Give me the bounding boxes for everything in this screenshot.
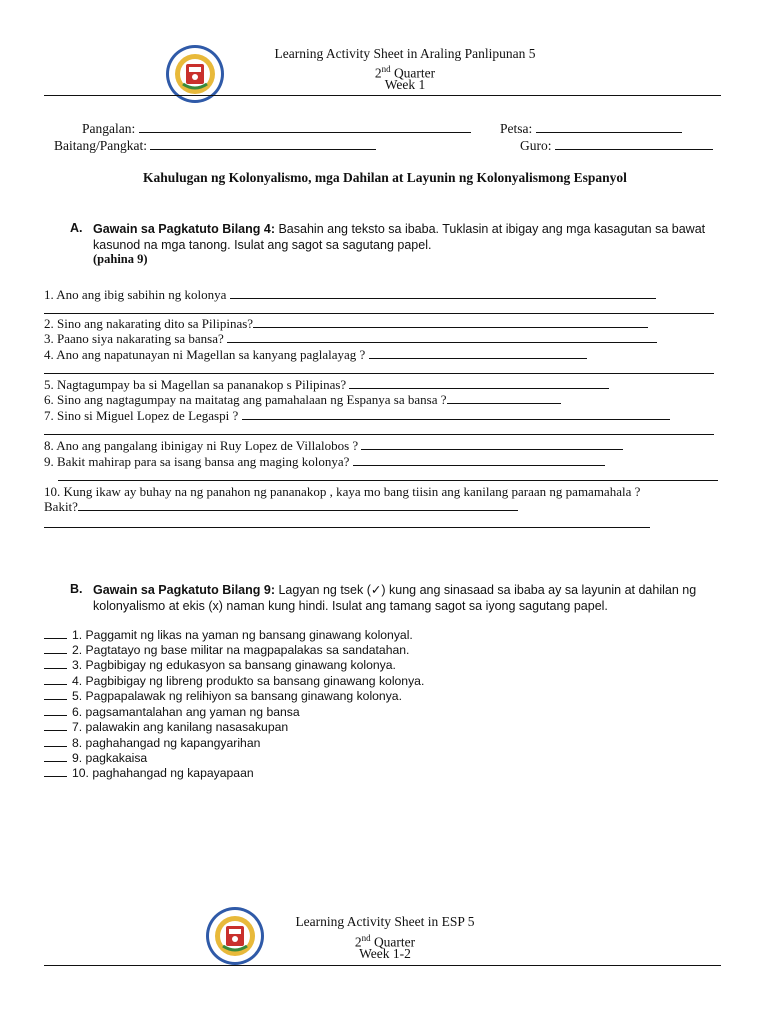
answer-blank[interactable]: [44, 705, 67, 716]
question-5: 5. Nagtagumpay ba si Magellan sa pananakop s Pilipinas?: [44, 377, 609, 392]
list-item: 1. Paggamit ng likas na yaman ng bansang ginawang kolonyal.: [44, 628, 413, 643]
answer-blank[interactable]: [230, 287, 656, 299]
answer-blank[interactable]: [44, 689, 67, 700]
answer-blank[interactable]: [78, 499, 518, 511]
header-rule: [44, 95, 721, 96]
answer-blank[interactable]: [447, 392, 561, 404]
date-label: Petsa:: [500, 121, 533, 136]
answer-blank[interactable]: [242, 408, 670, 420]
section-b-letter: B.: [70, 582, 83, 596]
answer-blank[interactable]: [361, 438, 623, 450]
document-title: Kahulugan ng Kolonyalismo, mga Dahilan at Layunin ng Kolonyalismong Espanyol: [143, 170, 627, 185]
answer-line[interactable]: [44, 527, 650, 528]
footer-rule: [44, 965, 721, 966]
list-item: 4. Pagbibigay ng libreng produkto sa bansang ginawang kolonya.: [44, 674, 424, 689]
list-item: 2. Pagtatayo ng base militar na magpapalakas sa sandatahan.: [44, 643, 409, 658]
header-week: Week 1: [384, 77, 426, 92]
list-item: 7. palawakin ang kanilang nasasakupan: [44, 720, 288, 735]
name-blank[interactable]: [139, 120, 471, 133]
answer-blank[interactable]: [44, 674, 67, 685]
question-8: 8. Ano ang pangalang ibinigay ni Ruy Lopez de Villalobos ?: [44, 438, 623, 453]
grade-label: Baitang/Pangkat:: [54, 138, 147, 153]
answer-blank[interactable]: [44, 628, 67, 639]
name-label: Pangalan:: [82, 121, 136, 136]
answer-blank[interactable]: [353, 454, 605, 466]
answer-blank[interactable]: [227, 331, 657, 343]
grade-blank[interactable]: [150, 137, 376, 150]
list-item: 5. Pagpapalawak ng relihiyon sa bansang ginawang kolonya.: [44, 689, 402, 704]
answer-blank[interactable]: [44, 658, 67, 669]
answer-line[interactable]: [58, 480, 718, 481]
date-blank[interactable]: [536, 120, 682, 133]
header-quarter: 2nd Quarter: [374, 64, 436, 81]
footer-title: Learning Activity Sheet in ESP 5: [295, 914, 475, 929]
header-title: Learning Activity Sheet in Araling Panlipunan 5: [274, 46, 536, 61]
name-field[interactable]: [82, 120, 471, 137]
question-10: 10. Kung ikaw ay buhay na ng panahon ng pananakop , kaya mo bang tiisin ang kanilang paraan ng pamamahala ?: [44, 484, 641, 499]
question-2: 2. Sino ang nakarating dito sa Pilipinas?: [44, 316, 648, 331]
teacher-field[interactable]: [520, 137, 713, 154]
question-7: 7. Sino si Miguel Lopez de Legaspi ?: [44, 408, 670, 423]
answer-blank[interactable]: [44, 751, 67, 762]
question-3: 3. Paano siya nakarating sa bansa?: [44, 331, 657, 346]
answer-blank[interactable]: [349, 377, 609, 389]
answer-blank[interactable]: [44, 736, 67, 747]
answer-line[interactable]: [44, 373, 714, 374]
section-a-instructions: Gawain sa Pagkatuto Bilang 4: Basahin ang teksto sa ibaba. Tuklasin at ibigay ang mga kasagutan sa bawat kasunod na mga tanong. Isulat ang sagot sa sagutang papel.: [93, 222, 706, 252]
question-1: 1. Ano ang ibig sabihin ng kolonya: [44, 287, 656, 302]
date-field[interactable]: [500, 120, 682, 137]
section-a-letter: A.: [70, 221, 83, 235]
answer-line[interactable]: [44, 313, 714, 314]
question-10-why: Bakit?: [44, 499, 518, 514]
list-item: 8. paghahangad ng kapangyarihan: [44, 736, 260, 751]
list-item: 3. Pagbibigay ng edukasyon sa bansang ginawang kolonya.: [44, 658, 396, 673]
question-9: 9. Bakit mahirap para sa isang bansa ang maging kolonya?: [44, 454, 605, 469]
section-b-instructions: Gawain sa Pagkatuto Bilang 9: Lagyan ng tsek (✓) kung ang sinasaad sa ibaba ay sa layunin at dahilan ng kolonyalismo at ekis (x) naman kung hindi. Isulat ang tamang sagot sa iyong sagutang papel.: [93, 583, 697, 613]
answer-blank[interactable]: [44, 643, 67, 654]
section-a-page-ref: (pahina 9): [93, 252, 148, 266]
list-item: 9. pagkakaisa: [44, 751, 147, 766]
teacher-label: Guro:: [520, 138, 552, 153]
answer-blank[interactable]: [44, 766, 67, 777]
list-item: 6. pagsamantalahan ang yaman ng bansa: [44, 705, 300, 720]
answer-blank[interactable]: [253, 316, 648, 328]
question-4: 4. Ano ang napatunayan ni Magellan sa kanyang paglalayag ?: [44, 347, 587, 362]
footer-week: Week 1-2: [359, 946, 411, 961]
grade-field[interactable]: [54, 137, 376, 154]
answer-blank[interactable]: [369, 347, 587, 359]
teacher-blank[interactable]: [555, 137, 713, 150]
answer-line[interactable]: [44, 434, 714, 435]
question-6: 6. Sino ang nagtagumpay na maitatag ang pamahalaan ng Espanya sa bansa ?: [44, 392, 561, 407]
list-item: 10. paghahangad ng kapayapaan: [44, 766, 254, 781]
answer-blank[interactable]: [44, 720, 67, 731]
footer-quarter: 2nd Quarter: [354, 933, 416, 950]
